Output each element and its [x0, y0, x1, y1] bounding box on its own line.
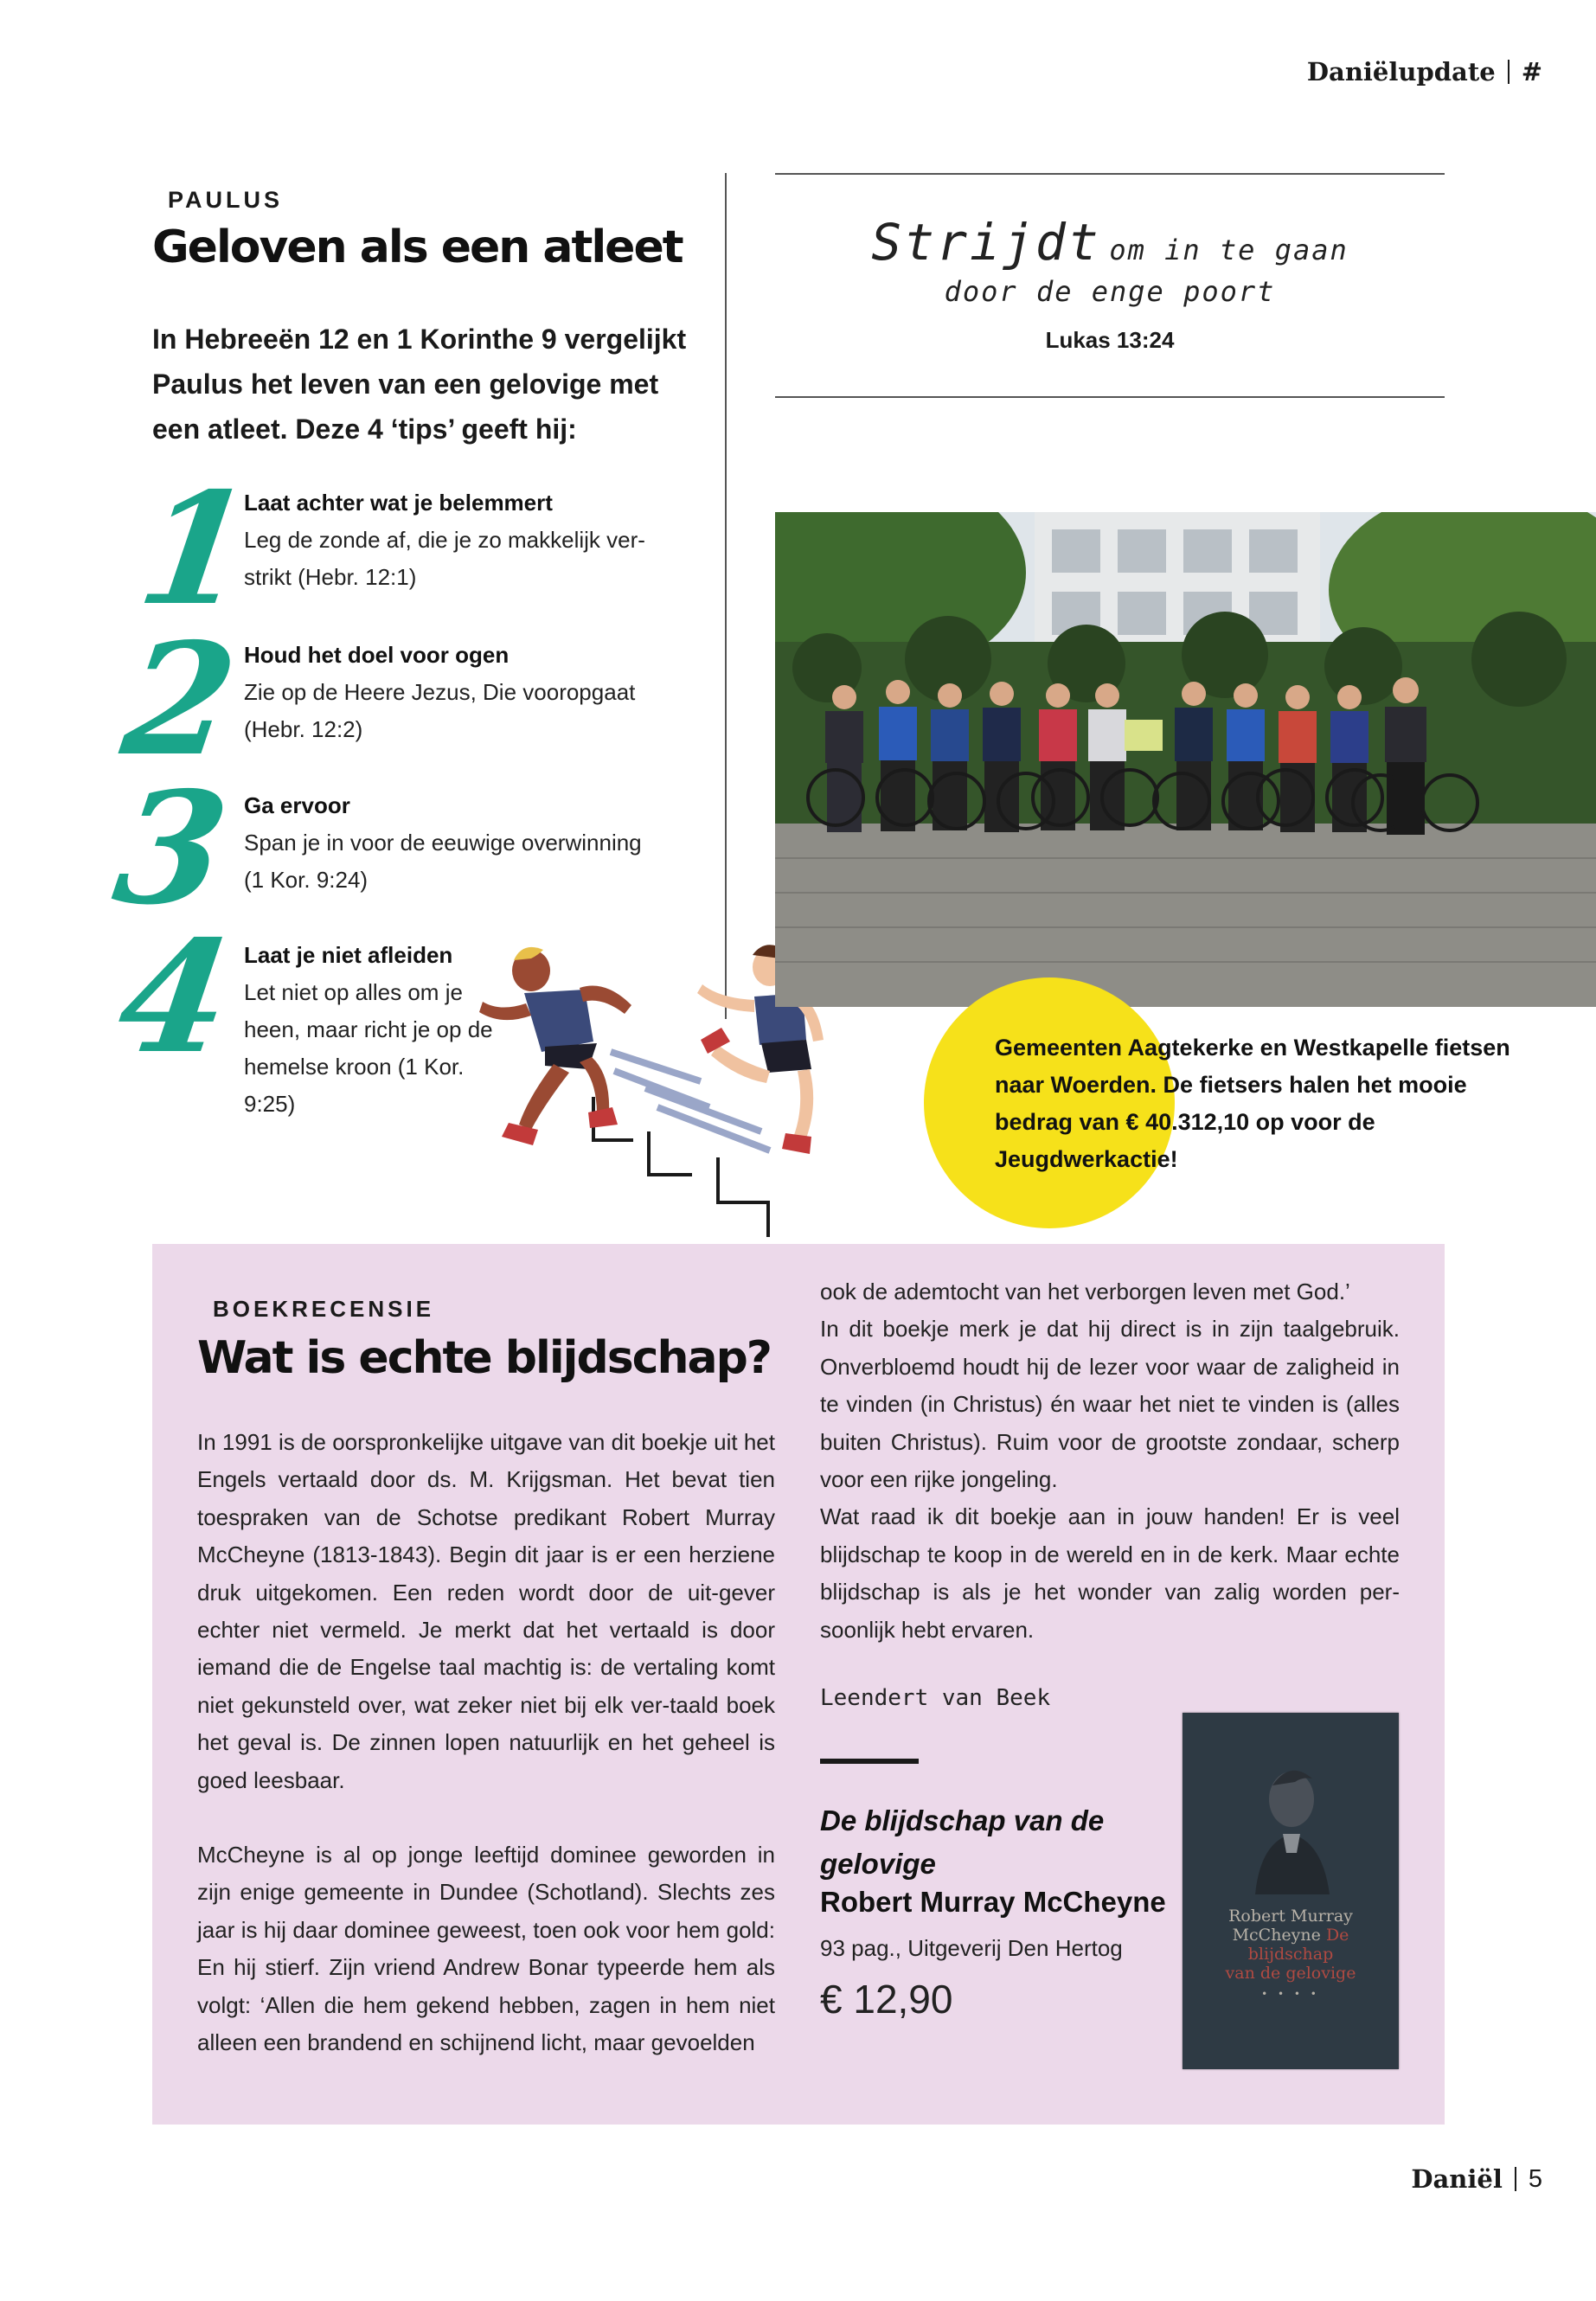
quote-top-rule [775, 173, 1445, 175]
tip-title: Laat achter wat je belemmert [244, 490, 553, 516]
paulus-heading: Geloven als een atleet [152, 221, 683, 273]
divider [1508, 60, 1509, 84]
running-head-title: Daniëlupdate [1306, 57, 1496, 87]
tip-2 [244, 637, 676, 748]
book-price: € 12,90 [820, 1977, 953, 2022]
quote-line-2: door de enge poort [944, 275, 1276, 308]
tip-number-3: 3 [105, 758, 238, 939]
folio [1411, 2164, 1542, 2194]
photo-caption: Gemeenten Aagtekerke en Westkapelle fietsen naar Woerden. De fietsers halen het mooie bedrag van € 40.312,10 op voor de Jeugdwerkactie! [995, 1035, 1510, 1172]
divider [1515, 2167, 1516, 2191]
quote-emphasis: Strijdt [871, 213, 1101, 272]
reviewer-name: Leendert van Beek [820, 1685, 1051, 1711]
quote-bottom-rule [775, 396, 1445, 398]
book-title: De blijdschap van de gelovige [820, 1804, 1105, 1880]
review-paragraph: In dit boekje merk je dat hij direct is in zijn taalgebruik. Onverbloemd houdt hij de lezer voor waar de zaligheid in te vinden (in Christus) én waar het niet te vinden is (alles buiten Christus). Ruim voor de grootste zondaar, scherp voor een rijke jongeling. [820, 1316, 1400, 1493]
tip-body: Zie op de Heere Jezus, Die vooropgaat (Hebr. 12:2) [244, 679, 636, 742]
review-column-2 [820, 1273, 1400, 1649]
hash-icon: # [1521, 57, 1542, 87]
review-paragraph: McCheyne is al op jonge leeftijd dominee geworden in zijn enige gemeente in Dundee (Schotland). Slechts zes jaar is hij daar dominee geweest, toen ook voor hem gold: En hij stierf. Zijn vriend Andrew Bonar typeerde hem als volgt: ‘Allen die hem gekend hebben, zagen in hem niet alleen een brandend en schijnend licht, maar gevoelden [197, 1842, 775, 2056]
tip-title: Ga ervoor [244, 792, 350, 818]
tip-body: Let niet op alles om je heen, maar richt je op de hemelse kroon (1 Kor. 9:25) [244, 979, 493, 1117]
review-paragraph: In 1991 is de oorspronkelijke uitgave van dit boekje uit het Engels vertaald door ds. M. Krijgsman. Het bevat tien toespraken van de Schotse predikant Robert Murray McCheyne (1813-1843). Begin dit jaar is er een herziene druk uitgekomen. Een reden wordt door de uit-gever echter niet vermeld. Je merkt dat het vertaald is door iemand die de Engelse taal machtig is: de vertaling komt niet gekunsteld over, wat zeker niet bij elk ver-taald boek het geval is. De zinnen lopen natuurlijk en het geheel is goed leesbaar. [197, 1429, 775, 1793]
tip-title: Laat je niet afleiden [244, 942, 453, 968]
paulus-intro: In Hebreeën 12 en 1 Korinthe 9 vergelijkt Paulus het leven van een gelovige met een atleet. Deze 4 ‘tips’ geeft hij: [152, 324, 687, 445]
tip-3 [244, 787, 676, 899]
runner-1 [479, 947, 631, 1145]
folio-title: Daniël [1411, 2164, 1503, 2194]
quote-line-1: om in te gaan [1109, 234, 1349, 266]
cover-title-c: van de gelovige [1225, 1964, 1356, 1983]
tip-number-2: 2 [113, 609, 247, 790]
running-head [1307, 57, 1542, 87]
review-paragraph: Wat raad ik dit boekje aan in jouw handen! Er is veel blijdschap te koop in de wereld en in de kerk. Maar echte blijdschap is als je het wonder van zalig worden per-soonlijk hebt ervaren. [820, 1503, 1400, 1643]
section-tag-paulus: PAULUS [152, 187, 295, 214]
cover-text: Robert Murray McCheyne De blijdschap van de gelovige • • • • [1225, 1907, 1356, 2000]
cover-author: Robert Murray McCheyne [1228, 1907, 1353, 1945]
quote-reference: Lukas 13:24 [1045, 327, 1175, 353]
cover-title-a: De [1325, 1926, 1349, 1945]
bible-quote [775, 213, 1445, 308]
review-column-1 [197, 1424, 775, 2062]
section-tag-review: BOEKRECENSIE [197, 1296, 446, 1323]
page-number: 5 [1528, 2164, 1542, 2193]
column-divider [725, 173, 727, 1019]
review-paragraph: ook de ademtocht van het verborgen leven met God.’ [820, 1279, 1350, 1304]
signature-rule [820, 1759, 919, 1764]
book-author: Robert Murray McCheyne [820, 1886, 1166, 1918]
cover-title-b: blijdschap [1247, 1945, 1334, 1964]
book-publisher: 93 pag., Uitgeverij Den Hertog [820, 1935, 1123, 1961]
tip-number-4: 4 [108, 907, 241, 1087]
tip-body: Leg de zonde af, die je zo makkelijk ver-strikt (Hebr. 12:1) [244, 527, 645, 590]
cyclists-photo [775, 512, 1596, 1007]
tip-body: Span je in voor de eeuwige overwinning (1 Kor. 9:24) [244, 830, 642, 893]
tip-number-1: 1 [129, 458, 262, 639]
book-cover [1183, 1713, 1399, 2069]
tip-title: Houd het doel voor ogen [244, 642, 510, 668]
tip-1 [244, 484, 676, 596]
portrait-image [1243, 1747, 1338, 1894]
review-heading: Wat is echte blijdschap? [197, 1332, 771, 1384]
